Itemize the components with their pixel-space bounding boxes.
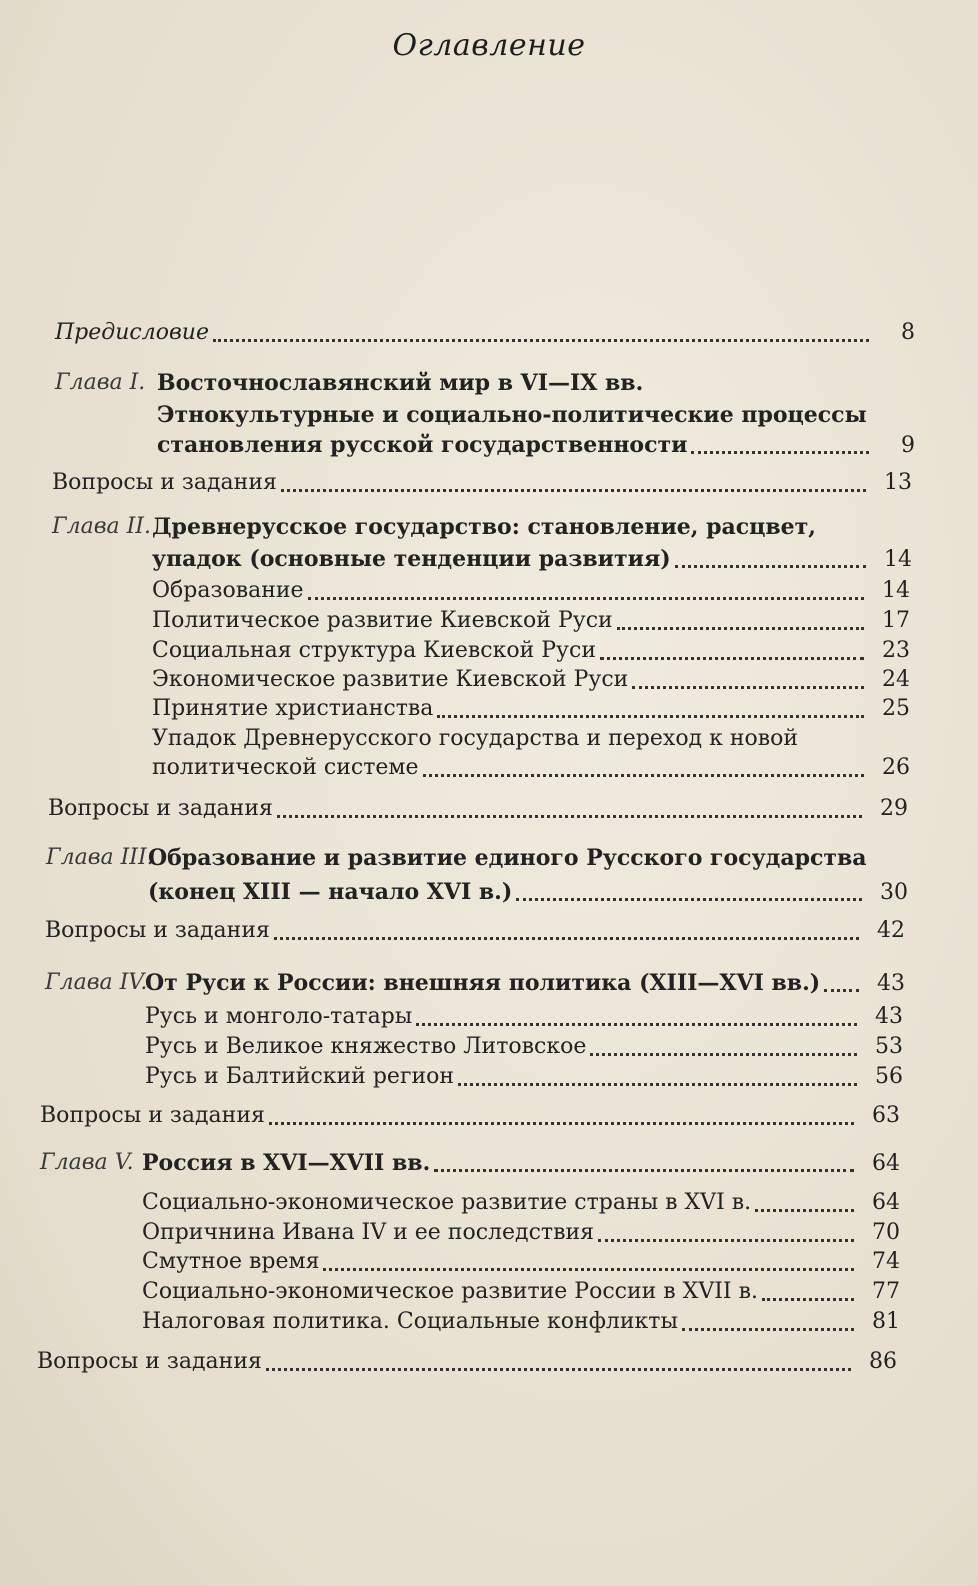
- page-number: 29: [880, 796, 908, 821]
- page-number: 43: [875, 1004, 903, 1029]
- leader-dots: [691, 445, 869, 454]
- leader-dots: [213, 333, 869, 342]
- page-number: 86: [869, 1349, 897, 1374]
- leader-dots: [755, 1203, 854, 1212]
- chapter-title-line: От Руси к России: внешняя политика (XIII—XVI вв.): [145, 970, 821, 996]
- chapter-prefix: Глава IV.: [45, 970, 148, 995]
- leader-dots: [323, 1262, 854, 1271]
- toc-entry-questions: [45, 916, 905, 946]
- entry-label: Экономическое развитие Киевской Руси: [152, 667, 629, 692]
- entry-label: политической системе: [152, 755, 419, 780]
- page-number: 64: [872, 1190, 900, 1215]
- toc-subentry: [142, 1247, 900, 1277]
- toc-subentry-continued: [152, 753, 910, 783]
- page-number: 56: [875, 1064, 903, 1089]
- entry-label: Русь и Великое княжество Литовское: [145, 1034, 587, 1059]
- page-number: 14: [884, 547, 912, 572]
- entry-label: Предисловие: [55, 320, 209, 345]
- entry-label: Вопросы и задания: [48, 796, 273, 821]
- leader-dots: [458, 1077, 857, 1086]
- page-number: 64: [872, 1151, 900, 1176]
- page-number: 8: [901, 320, 915, 345]
- leader-dots: [281, 483, 866, 492]
- toc-subentry: [152, 724, 910, 754]
- toc-subentry: [145, 1002, 903, 1032]
- leader-dots: [598, 1233, 854, 1242]
- entry-label: Социально-экономическое развитие России в XVII в.: [142, 1279, 758, 1304]
- page-number: 63: [872, 1103, 900, 1128]
- leader-dots: [308, 591, 864, 600]
- chapter-prefix: Глава II.: [52, 514, 151, 539]
- page-number: 53: [875, 1034, 903, 1059]
- entry-label: Политическое развитие Киевской Руси: [152, 608, 613, 633]
- toc-entry-preface: [55, 318, 915, 348]
- page-number: 70: [872, 1220, 900, 1245]
- leader-dots: [590, 1047, 857, 1056]
- entry-label: Опричнина Ивана IV и ее последствия: [142, 1220, 594, 1245]
- entry-label: Социально-экономическое развитие страны в XVI в.: [142, 1190, 752, 1215]
- page-number: 13: [884, 470, 912, 495]
- entry-label: Принятие христианства: [152, 696, 434, 721]
- toc-subentry: [142, 1218, 900, 1248]
- leader-dots: [277, 809, 862, 818]
- page-number: 14: [882, 578, 910, 603]
- page-number: 25: [882, 696, 910, 721]
- leader-dots: [682, 1322, 854, 1331]
- leader-dots: [423, 768, 864, 777]
- entry-label: Вопросы и задания: [45, 918, 270, 943]
- toc-subentry: [142, 1188, 900, 1218]
- chapter-title-line: (конец XIII — начало XVI в.): [148, 879, 513, 905]
- chapter-prefix: Глава I.: [55, 370, 146, 395]
- entry-label: Русь и монголо-татары: [145, 1004, 413, 1029]
- toc-subentry: [142, 1277, 900, 1307]
- page-number: 81: [872, 1309, 900, 1334]
- chapter-title-line: упадок (основные тенденции развития): [152, 546, 671, 572]
- page-number: 74: [872, 1249, 900, 1274]
- page-number: 9: [901, 433, 915, 458]
- chapter-title-line: Восточнославянский мир в VI—IX вв.: [157, 370, 644, 396]
- page-number: 42: [877, 918, 905, 943]
- toc-subentry: [142, 1307, 900, 1337]
- entry-label: Налоговая политика. Социальные конфликты: [142, 1309, 678, 1334]
- chapter-title-line: Россия в XVI—XVII вв.: [142, 1150, 431, 1176]
- leader-dots: [269, 1116, 854, 1125]
- entry-label: Вопросы и задания: [40, 1103, 265, 1128]
- toc-entry-questions: [37, 1347, 897, 1377]
- leader-dots: [516, 892, 862, 901]
- leader-dots: [675, 559, 866, 568]
- leader-dots: [416, 1017, 857, 1026]
- toc-entry-questions: [52, 468, 912, 498]
- leader-dots: [632, 680, 864, 689]
- entry-label: Социальная структура Киевской Руси: [152, 638, 596, 663]
- chapter-title-line: Этнокультурные и социально-политические процессы: [157, 402, 867, 428]
- page-title: Оглавление: [392, 28, 586, 63]
- toc-subentry: [152, 606, 910, 636]
- entry-label: Вопросы и задания: [37, 1349, 262, 1374]
- leader-dots: [824, 983, 859, 992]
- entry-label: Упадок Древнерусского государства и переход к новой: [152, 726, 799, 751]
- leader-dots: [274, 931, 859, 940]
- toc-subentry: [152, 576, 910, 606]
- leader-dots: [600, 651, 864, 660]
- toc-entry-questions: [48, 794, 908, 824]
- leader-dots: [617, 621, 864, 630]
- page-number: 26: [882, 755, 910, 780]
- page-number: 17: [882, 608, 910, 633]
- leader-dots: [266, 1362, 851, 1371]
- chapter-prefix: Глава V.: [40, 1150, 134, 1175]
- leader-dots: [437, 709, 864, 718]
- toc-subentry: [152, 694, 910, 724]
- page-number: 23: [882, 638, 910, 663]
- entry-label: Русь и Балтийский регион: [145, 1064, 455, 1089]
- page-number: 30: [880, 880, 908, 905]
- page-number: 24: [882, 667, 910, 692]
- chapter-prefix: Глава III.: [46, 845, 154, 870]
- entry-label: Вопросы и задания: [52, 470, 277, 495]
- leader-dots: [434, 1163, 854, 1172]
- page-number: 77: [872, 1279, 900, 1304]
- toc-subentry: [145, 1062, 903, 1092]
- entry-label: Смутное время: [142, 1249, 320, 1274]
- chapter-title-line: Древнерусское государство: становление, расцвет,: [152, 514, 816, 540]
- chapter-title-line: Образование и развитие единого Русского государства: [148, 845, 867, 871]
- toc-subentry: [152, 636, 910, 666]
- toc-subentry: [152, 665, 910, 695]
- page-number: 43: [877, 971, 905, 996]
- chapter-title-line: становления русской государственности: [157, 432, 688, 458]
- entry-label: Образование: [152, 578, 304, 603]
- toc-entry-questions: [40, 1101, 900, 1131]
- toc-subentry: [145, 1032, 903, 1062]
- leader-dots: [762, 1292, 854, 1301]
